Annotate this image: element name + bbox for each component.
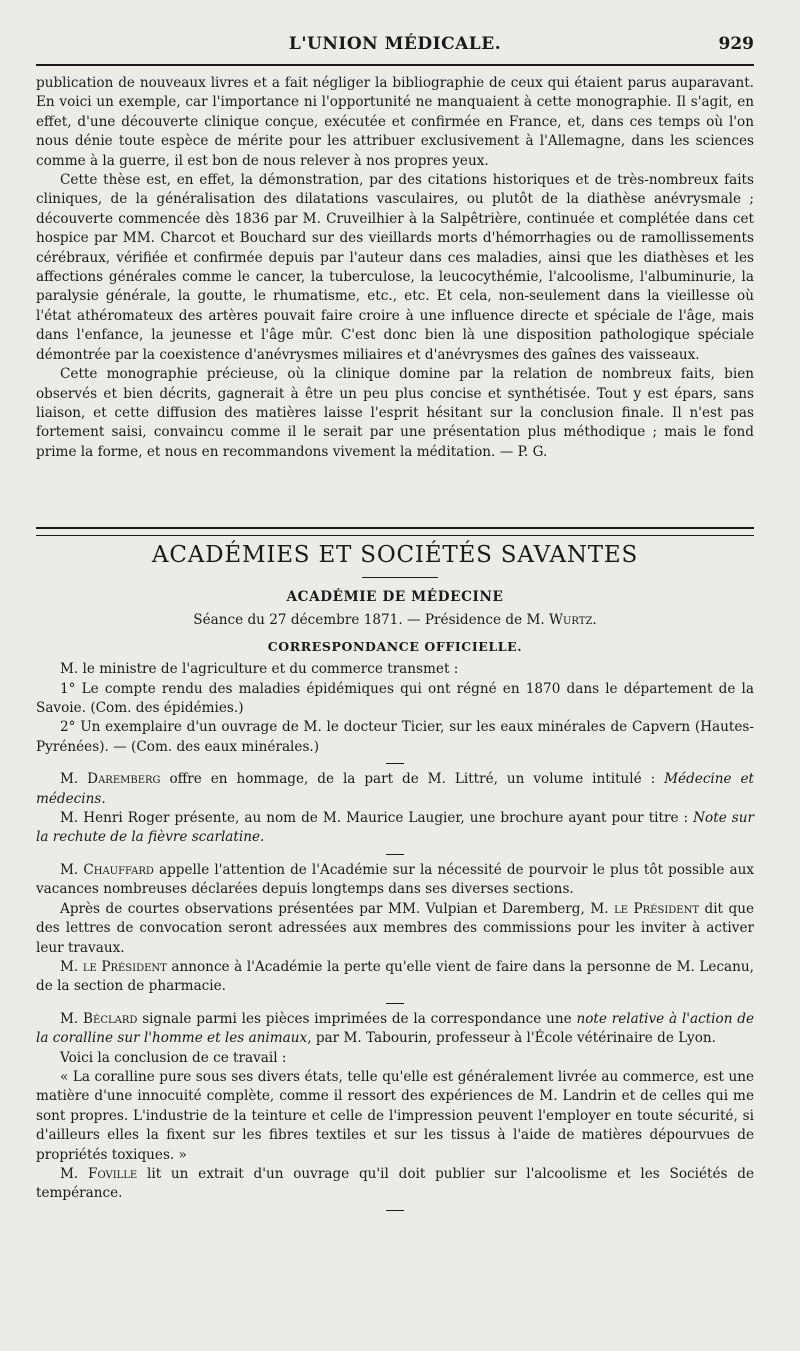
section-divider — [36, 527, 754, 536]
correspondance-item-2: 2° Un exemplaire d'un ouvrage de M. le docteur Ticier, sur les eaux minérales de Capvern (Hautes-Pyrénées). — (Com. des eaux minérales.) — [36, 719, 754, 755]
foville-text: lit un extrait d'un ouvrage qu'il doit publier sur l'alcoolisme et les Sociétés de tempérance. — [36, 1165, 754, 1202]
running-title: L'UNION MÉDICALE. — [288, 34, 502, 54]
foville-paragraph — [36, 1165, 754, 1204]
coralline-quote: « La coralline pure sous ses divers états, telle qu'elle est généralement livrée au commerce, est une matière d'une innocuité complète, comme il ressort des expériences de M. Landrin et de celles qui me sont propres. L'industrie de la teinture et celle de l'impression peuvent l'employer en toute sécurité, si d'ailleurs elles la fixent sur les fibres textiles et sur les tissus à l'aide de matières dépourvues de propriétés toxiques. » — [36, 1068, 754, 1163]
lecanu-paragraph — [36, 958, 754, 997]
beclard-paragraph — [36, 1010, 754, 1049]
separator — [386, 763, 404, 764]
seance-president: Wurtz — [549, 612, 593, 629]
daremberg-prefix: M. — [60, 771, 88, 788]
review-signature: — P. G. — [499, 443, 548, 460]
apres-paragraph — [36, 900, 754, 958]
seance-suffix: . — [592, 612, 597, 629]
daremberg-name: Daremberg — [87, 771, 161, 788]
title-rule — [362, 577, 438, 578]
page-number: 929 — [718, 34, 754, 54]
chauffard-text: appelle l'attention de l'Académie sur la nécessité de pourvoir le plus tôt possible aux vacances nombreuses déclarées depuis longtemps dans ses diverses sections. — [36, 861, 754, 898]
review-paragraph-2: Cette thèse est, en effet, la démonstration, par des citations historiques et de très-nombreux faits cliniques, de la généralisation des dilatations vasculaires, ou plutôt de la diathèse anévrysmale ; découverte commencée dès 1836 par M. Cruveilhier à la Salpêtrière, continuée et complétée dans cet hospice par MM. Charcot et Bouchard sur des vieillards morts d'hémorrhagies ou de ramollissements cérébraux, vérifiée et confirmée depuis par l'auteur dans ces maladies, ainsi que les diathèses et les affections générales comme le cancer, la tuberculose, la leucocythémie, l'alcoolisme, l'albuminurie, la paralysie générale, la goutte, le rhumatisme, etc., etc. Et cela, non-seulement dans la vieillesse où l'état athéromateux des artères pouvait faire croire à une influence directe et spéciale de l'âge, mais dans l'enfance, la jeunesse et l'âge mûr. C'est donc bien là une disposition pathologique spéciale démontrée par la coexistence d'anévrysmes miliaires et d'anévrysmes des gaînes des vaisseaux. — [36, 172, 754, 363]
apres-president: le Président — [614, 900, 700, 917]
beclard-text: signale parmi les pièces imprimées de la correspondance une — [137, 1010, 577, 1027]
roger-text: M. Henri Roger présente, au nom de M. Maurice Laugier, une brochure ayant pour titre : — [60, 810, 694, 827]
book-review — [36, 74, 754, 462]
correspondance-title: CORRESPONDANCE OFFICIELLE. — [267, 638, 523, 654]
chauffard-prefix: M. — [60, 861, 84, 878]
daremberg-book-title: Médecine et médecins. — [36, 771, 755, 807]
page-header — [36, 34, 754, 60]
section-title: ACADÉMIES ET SOCIÉTÉS SAVANTES — [151, 542, 639, 568]
roger-brochure-title: Note sur la rechute de la fièvre scarlatine. — [36, 810, 754, 846]
review-paragraph-3-text: Cette monographie précieuse, où la clinique domine par la relation de nombreux faits, bien observés et bien décrits, gagnerait à être un peu plus concise et synthétisée. Tout y est épars, sans liaison, et cette diffusion des matières laisse l'esprit hésitant sur la conclusion finale. Il n'est pas fortement saisi, convaincu comme il le serait par une présentation plus méthodique ; mais le fond prime la forme, et nous en recommandons vivement la méditation. — [36, 366, 754, 460]
chauffard-name: Chauffard — [83, 861, 154, 878]
academy-title: ACADÉMIE DE MÉDECINE — [286, 589, 504, 605]
beclard-note-title: note relative à l'action de la coralline sur l'homme et les animaux — [36, 1010, 755, 1047]
chauffard-paragraph — [36, 861, 754, 900]
minister-line: M. le ministre de l'agriculture et du commerce transmet : — [60, 661, 459, 678]
lecanu-prefix: M. — [60, 958, 83, 975]
daremberg-text: offre en hommage, de la part de M. Littré, un volume intitulé : — [160, 771, 665, 788]
beclard-text-2: , par M. Tabourin, professeur à l'École vétérinaire de Lyon. — [307, 1030, 716, 1047]
review-paragraph-1: publication de nouveaux livres et a fait négliger la bibliographie de ceux qui étaient parus auparavant. En voici un exemple, car l'importance ni l'opportunité ne manquaient à cette monographie. Il s'agit, en effet, d'une découverte clinique conçue, exécutée et confirmée en France, et, dans ces temps où l'on nous dénie toute espèce de mérite pour les attribuer exclusivement à l'Allemagne, dans les sciences comme à la guerre, il est bon de nous relever à nos propres yeux. — [36, 75, 754, 169]
separator — [386, 1210, 404, 1211]
lecanu-text: annonce à l'Académie la perte qu'elle vient de faire dans la personne de M. Lecanu, de la section de pharmacie. — [36, 958, 754, 995]
foville-name: Foville — [88, 1165, 138, 1182]
seance-line — [36, 611, 754, 630]
academy-report — [36, 586, 754, 1217]
correspondance-item-1: 1° Le compte rendu des maladies épidémiques qui ont régné en 1870 dans le département de la Savoie. (Com. des épidémies.) — [36, 680, 754, 717]
review-paragraph-3 — [36, 365, 754, 462]
lecanu-president: le Président — [82, 958, 167, 975]
beclard-name: Béclard — [83, 1010, 138, 1027]
apres-text-2: dit que des lettres de convocation seront adressées aux membres des commissions pour les inviter à activer leur travaux. — [36, 900, 755, 956]
header-rule — [36, 64, 754, 66]
foville-prefix: M. — [60, 1165, 89, 1182]
seance-prefix: Séance du 27 décembre 1871. — Présidence de M. — [193, 612, 550, 629]
beclard-prefix: M. — [60, 1010, 84, 1027]
apres-text: Après de courtes observations présentées par MM. Vulpian et Daremberg, M. — [60, 900, 615, 917]
conclusion-line: Voici la conclusion de ce travail : — [60, 1049, 287, 1066]
separator — [386, 1003, 404, 1004]
separator — [386, 854, 404, 855]
roger-paragraph — [36, 809, 754, 848]
daremberg-paragraph — [36, 770, 754, 809]
